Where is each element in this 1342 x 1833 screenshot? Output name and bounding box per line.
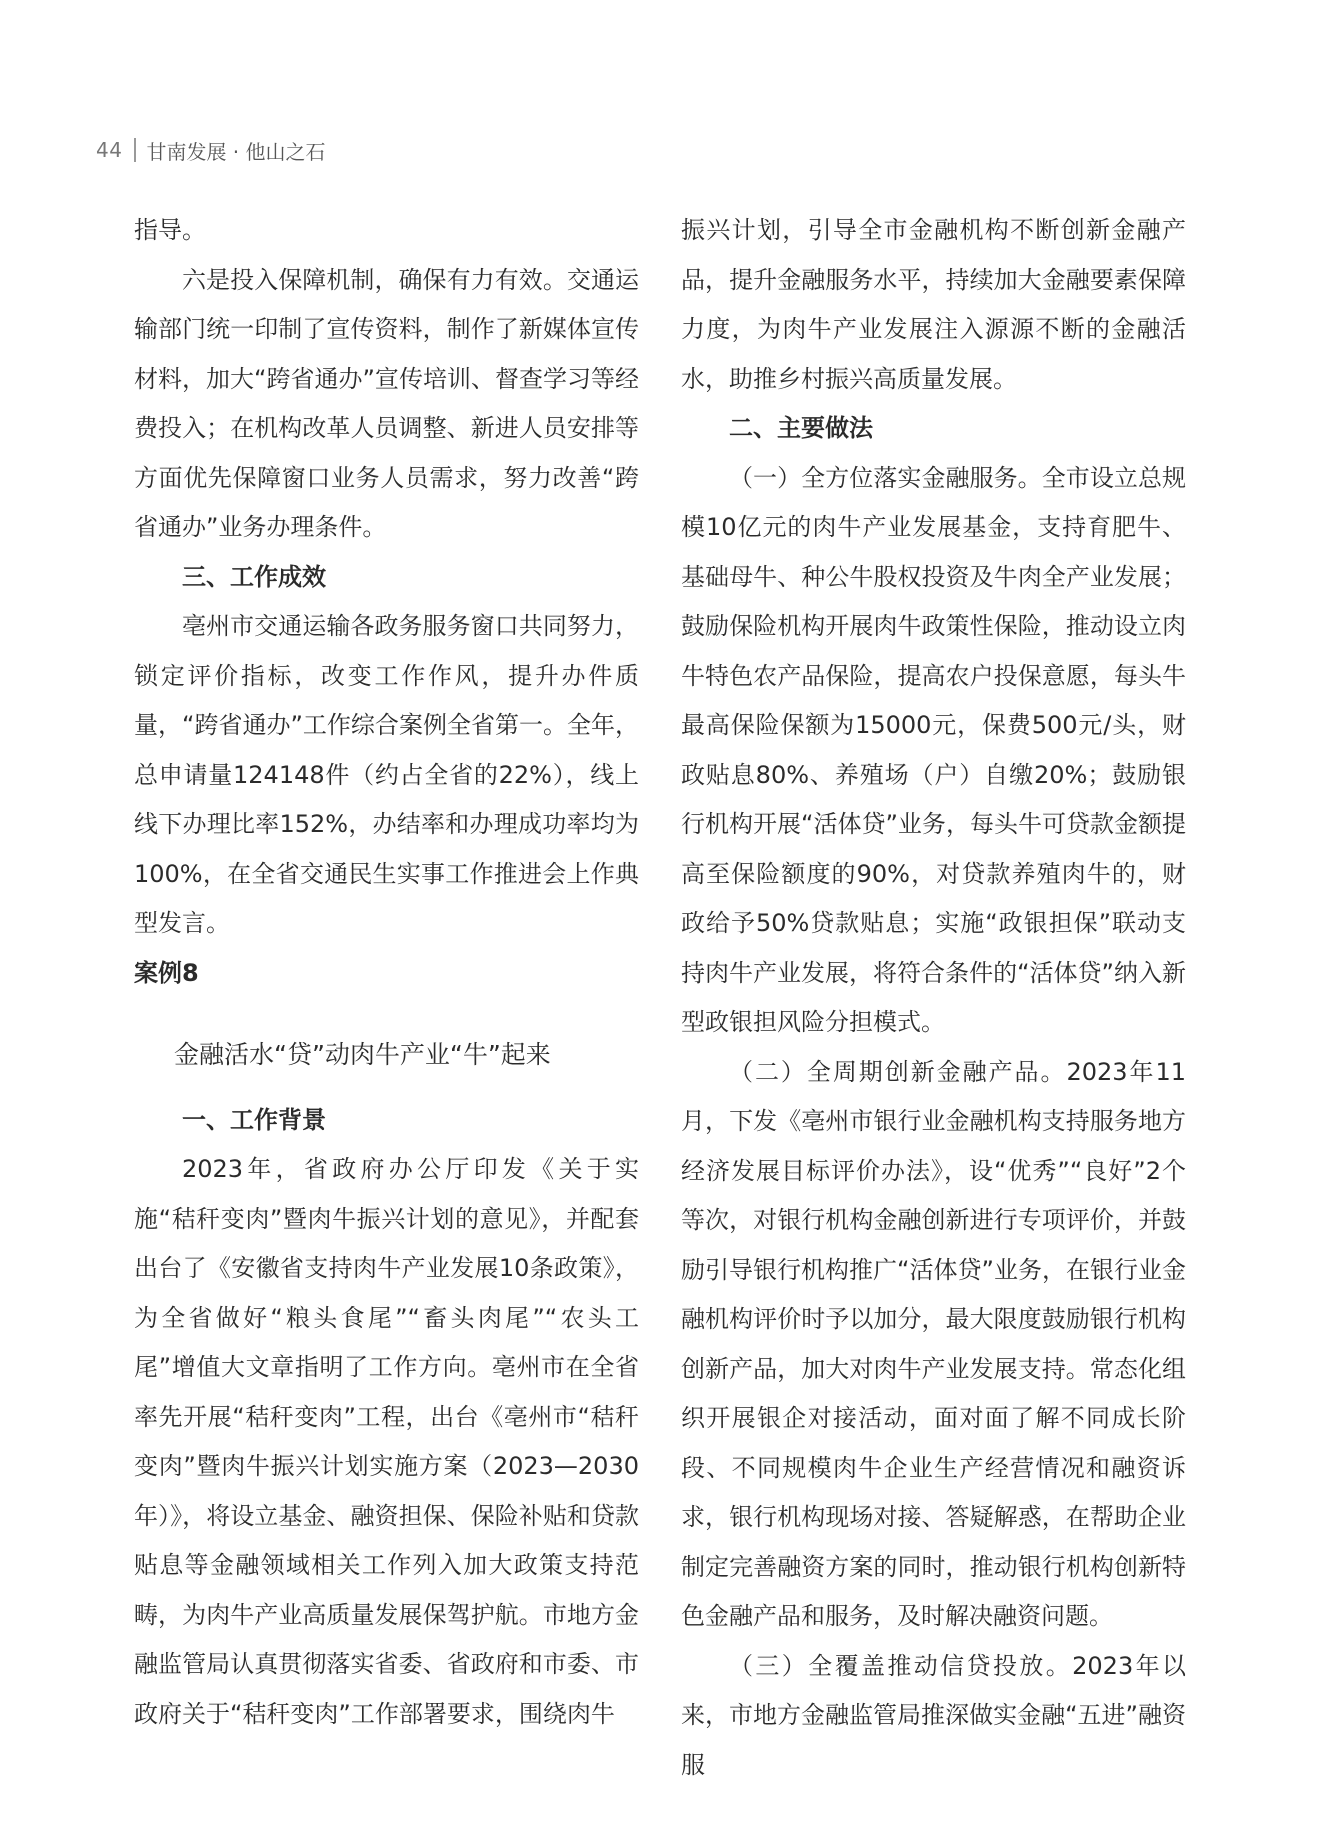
paragraph-work-results: 亳州市交通运输各政务服务窗口共同努力，锁定评价指标，改变工作作风，提升办件质量，“跨省通办”工作综合案例全省第一。全年，总申请量124148件（约占全省的22%），线上线下办理比率152%，办结率和办理成功率均为100%，在全省交通民生实事工作推进会上作典型发言。	[134, 612, 639, 937]
left-column	[134, 206, 639, 1739]
header-divider	[134, 138, 136, 162]
paragraph-measure-two: （二）全周期创新金融产品。2023年11月，下发《亳州市银行业金融机构支持服务地方经济发展目标评价办法》，设“优秀”“良好”2个等次，对银行机构金融创新进行专项评价，并鼓励引导银行机构推广“活体贷”业务，在银行业金融机构评价时予以加分，最大限度鼓励银行机构创新产品，加大对肉牛产业发展支持。常态化组织开展银企对接活动，面对面了解不同成长阶段、不同规模肉牛企业生产经营情况和融资诉求，银行机构现场对接、答疑解惑，在帮助企业制定完善融资方案的同时，推动银行机构创新特色金融产品和服务，及时解决融资问题。	[681, 1057, 1186, 1630]
paragraph-measure-three: （三）全覆盖推动信贷投放。2023年以来，市地方金融监管局推深做实金融“五进”融资服	[681, 1651, 1186, 1779]
page-number: 44	[96, 138, 123, 162]
paragraph-measure-one: （一）全方位落实金融服务。全市设立总规模10亿元的肉牛产业发展基金，支持育肥牛、基础母牛、种公牛股权投资及牛肉全产业发展；鼓励保险机构开展肉牛政策性保险，推动设立肉牛特色农产品保险，提高农户投保意愿，每头牛最高保险保额为15000元，保费500元/头，财政贴息80%、养殖场（户）自缴20%；鼓励银行机构开展“活体贷”业务，每头牛可贷款金额提高至保险额度的90%，对贷款养殖肉牛的，财政给予50%贷款贴息；实施“政银担保”联动支持肉牛产业发展，将符合条件的“活体贷”纳入新型政银担风险分担模式。	[681, 463, 1186, 1036]
section-title: 甘南发展 · 他山之石	[146, 139, 326, 164]
heading-main-measures: 二、主要做法	[729, 414, 873, 442]
heading-work-results: 三、工作成效	[182, 562, 326, 591]
paragraph-section-six: 六是投入保障机制，确保有力有效。交通运输部门统一印制了宣传资料，制作了新媒体宣传材料，加大“跨省通办”宣传培训、督查学习等经费投入；在机构改革人员调整、新进人员安排等方面优先保障窗口业务人员需求，努力改善“跨省通办”业务办理条件。	[134, 265, 639, 541]
paragraph-continuation: 指导。	[134, 216, 206, 244]
page-header	[96, 136, 326, 164]
paragraph-continuation-right: 振兴计划，引导全市金融机构不断创新金融产品，提升金融服务水平，持续加大金融要素保障力度，为肉牛产业发展注入源源不断的金融活水，助推乡村振兴高质量发展。	[681, 216, 1186, 393]
heading-work-background: 一、工作背景	[182, 1105, 326, 1134]
case-title: 金融活水“贷”动肉牛产业“牛”起来	[174, 1040, 551, 1069]
case-label: 案例8	[134, 958, 199, 987]
right-column	[681, 206, 1186, 1790]
paragraph-work-background: 2023年，省政府办公厅印发《关于实施“秸秆变肉”暨肉牛振兴计划的意见》，并配套出台了《安徽省支持肉牛产业发展10条政策》，为全省做好“粮头食尾”“畜头肉尾”“农头工尾”增值大文章指明了工作方向。亳州市在全省率先开展“秸秆变肉”工程，出台《亳州市“秸秆变肉”暨肉牛振兴计划实施方案（2023—2030年）》，将设立基金、融资担保、保险补贴和贷款贴息等金融领域相关工作列入加大政策支持范畴，为肉牛产业高质量发展保驾护航。市地方金融监管局认真贯彻落实省委、省政府和市委、市政府关于“秸秆变肉”工作部署要求，围绕肉牛	[134, 1155, 639, 1728]
